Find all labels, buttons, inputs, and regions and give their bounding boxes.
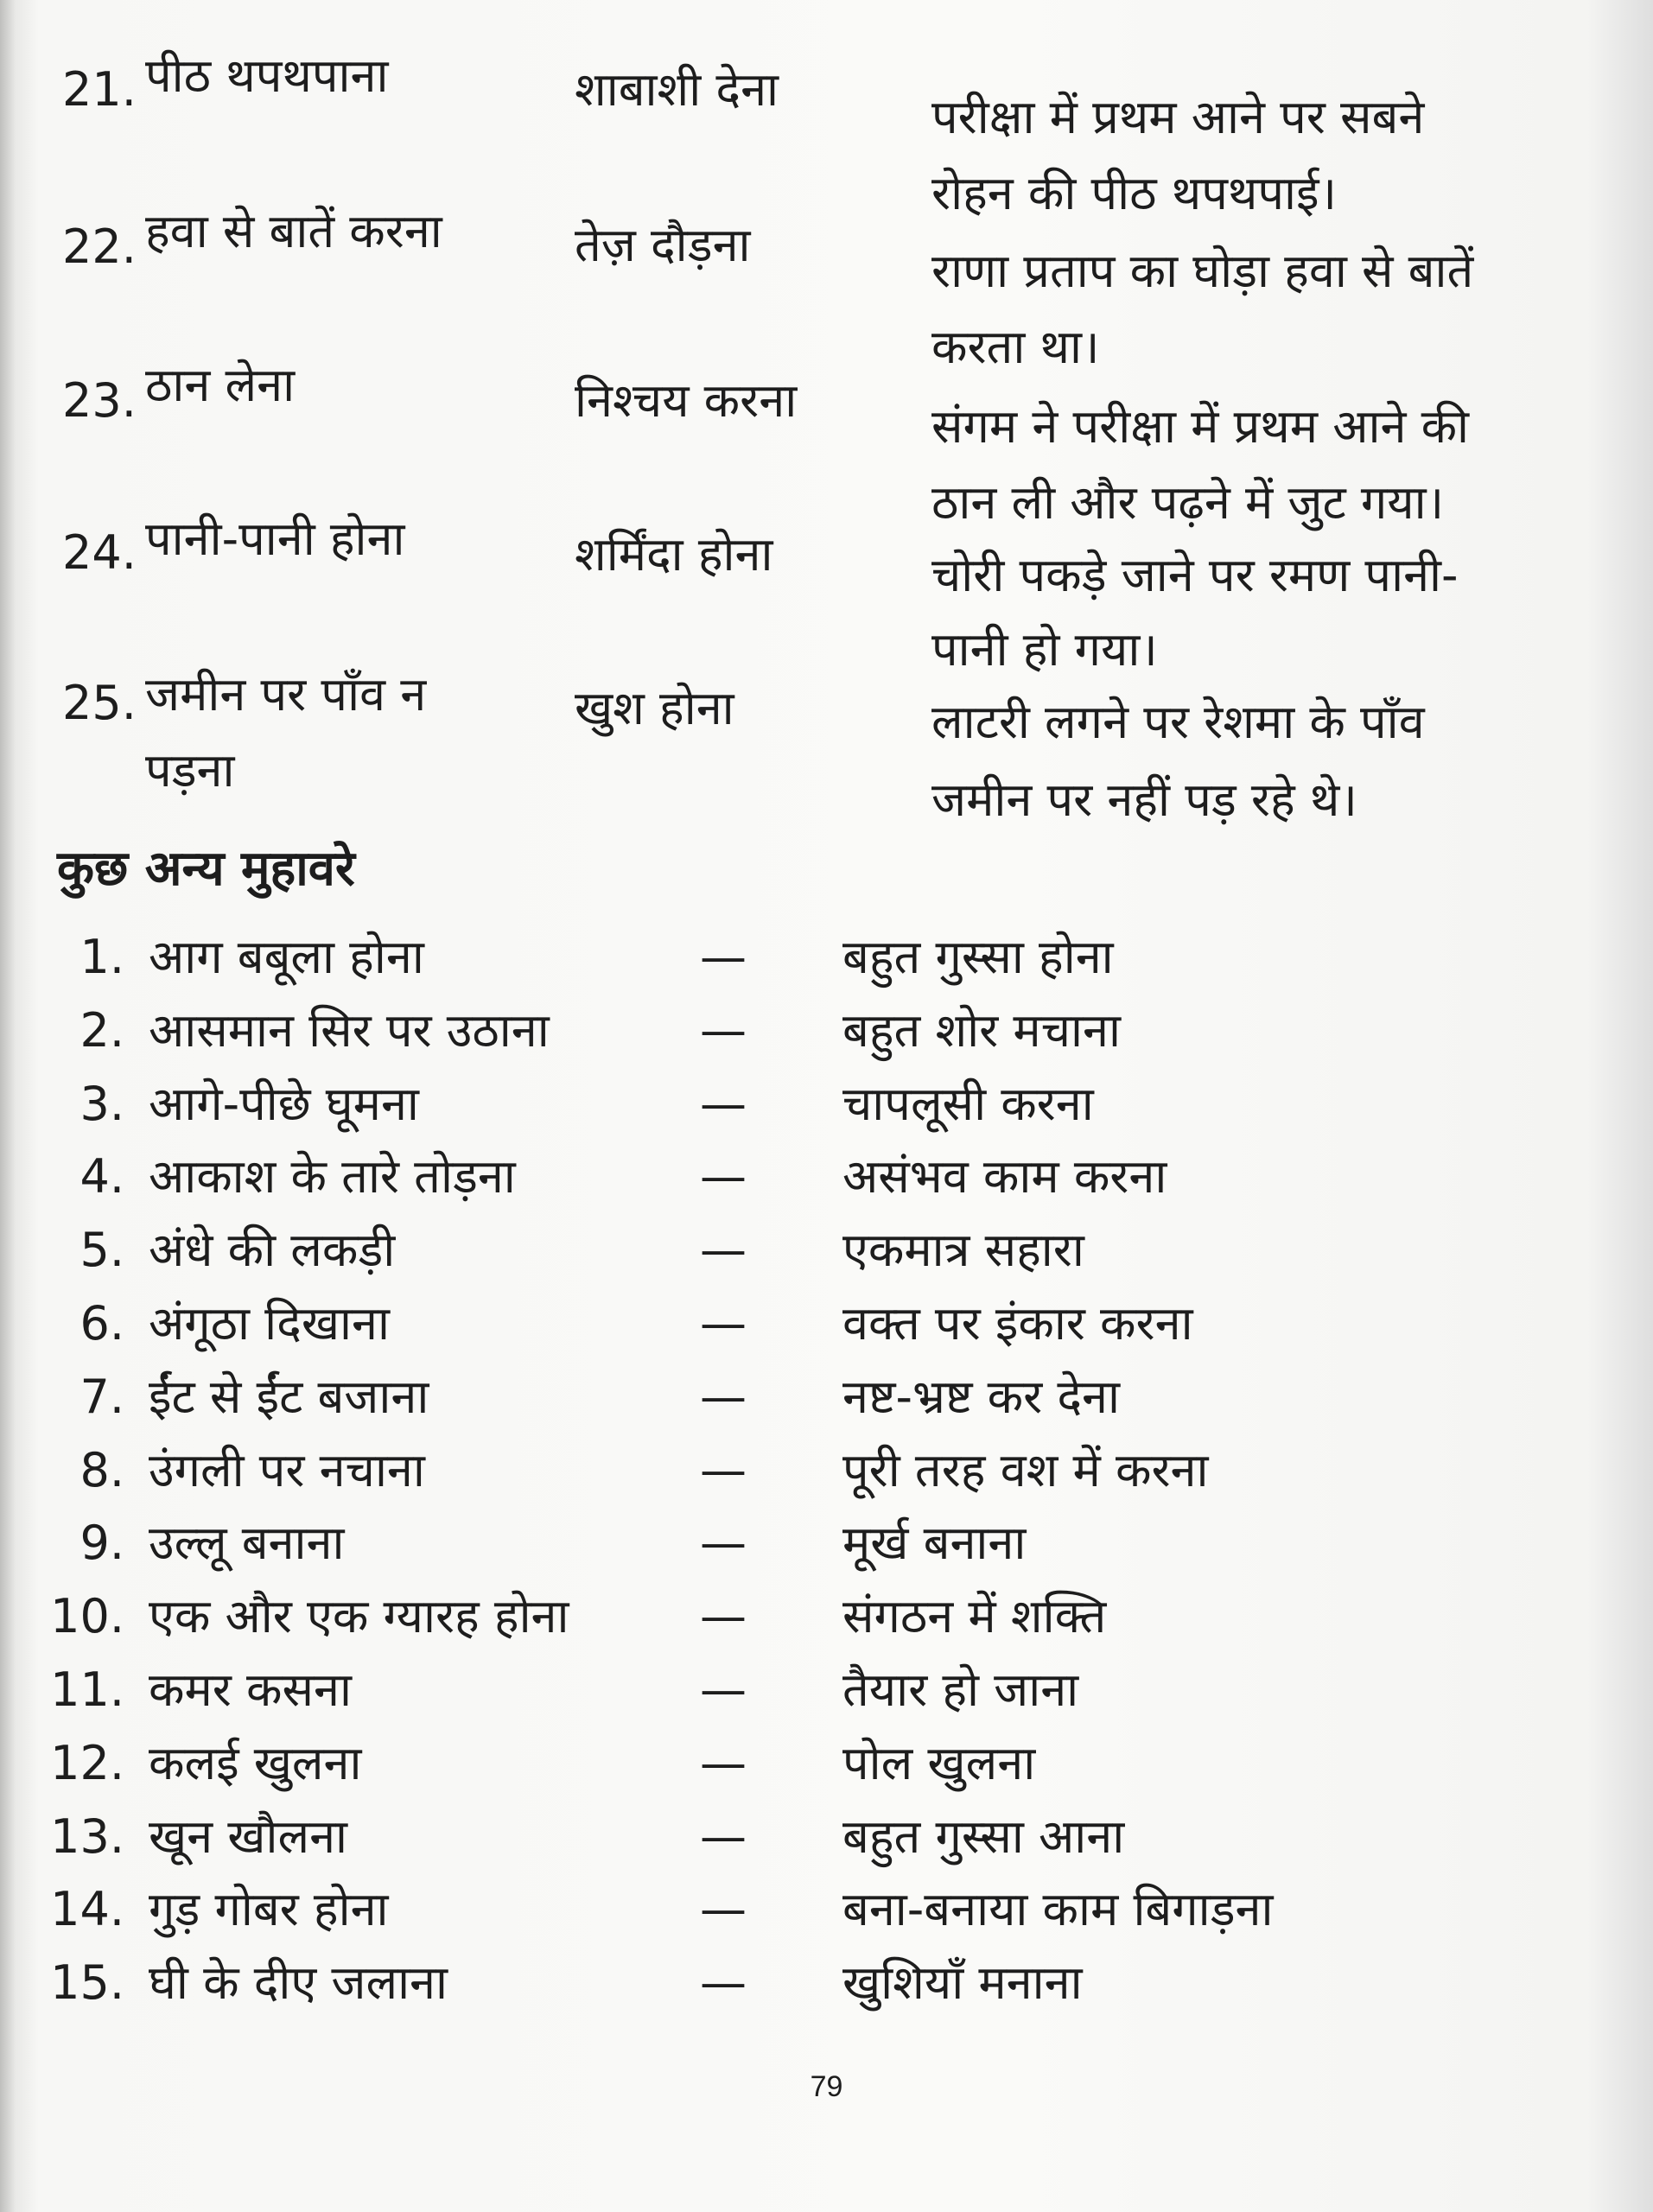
list-item — [0, 1366, 1653, 1440]
idiom-meaning: खुश होना — [575, 681, 734, 735]
list-item-number: 12. — [50, 1735, 124, 1790]
list-item-idiom: उल्लू बनाना — [149, 1516, 345, 1571]
dash-separator: — — [700, 1002, 747, 1058]
list-item-idiom: आसमान सिर पर उठाना — [149, 1002, 550, 1058]
list-item-number: 4. — [79, 1149, 124, 1205]
list-item-number: 10. — [50, 1589, 124, 1644]
list-item-idiom: ईंट से ईंट बजाना — [149, 1369, 429, 1424]
dash-separator: — — [700, 1955, 747, 2011]
idiom-example-line: चोरी पकड़े जाने पर रमण पानी- — [931, 548, 1459, 602]
idiom-text: पीठ थपथपाना — [145, 48, 389, 103]
list-item-number: 11. — [50, 1662, 124, 1717]
list-item — [0, 1219, 1653, 1293]
list-item-number: 1. — [79, 930, 124, 984]
dash-separator: — — [700, 1735, 747, 1790]
idiom-text: पानी-पानी होना — [145, 512, 405, 566]
list-item-number: 8. — [79, 1442, 124, 1497]
list-item-idiom: आगे-पीछे घूमना — [149, 1076, 419, 1131]
list-item-meaning: एकमात्र सहारा — [842, 1223, 1084, 1278]
list-item-number: 15. — [50, 1955, 124, 2011]
list-item-meaning: पूरी तरह वश में करना — [842, 1442, 1209, 1497]
list-item — [0, 1806, 1653, 1879]
idiom-example-line: पानी हो गया। — [931, 622, 1158, 677]
list-item-idiom: गुड़ गोबर होना — [149, 1882, 389, 1937]
idiom-example-line: ठान ली और पढ़ने में जुट गया। — [931, 475, 1445, 530]
list-item-number: 5. — [79, 1223, 124, 1278]
list-item-idiom: आकाश के तारे तोड़ना — [149, 1149, 516, 1205]
list-item — [0, 1952, 1653, 2025]
list-item — [0, 1293, 1653, 1366]
list-item-meaning: मूर्ख बनाना — [842, 1516, 1027, 1571]
list-item-number: 2. — [79, 1002, 124, 1058]
idiom-list — [0, 926, 1653, 2025]
list-item-meaning: संगठन में शक्ति — [842, 1589, 1107, 1644]
dash-separator: — — [700, 1589, 747, 1644]
list-item — [0, 1146, 1653, 1219]
page-number: 79 — [810, 2070, 843, 2103]
list-item-meaning: तैयार हो जाना — [842, 1662, 1079, 1717]
list-item-meaning: खुशियाँ मनाना — [842, 1955, 1083, 2011]
idiom-meaning: शाबाशी देना — [575, 62, 779, 117]
list-item — [0, 1586, 1653, 1659]
idiom-text: ठान लेना — [145, 358, 296, 412]
dash-separator: — — [700, 1295, 747, 1351]
list-item — [0, 1512, 1653, 1586]
list-item-idiom: खून खौलना — [149, 1808, 348, 1864]
list-item-number: 3. — [79, 1076, 124, 1131]
list-item-number: 7. — [79, 1369, 124, 1424]
list-item — [0, 1878, 1653, 1952]
list-item-meaning: बहुत गुस्सा होना — [842, 930, 1114, 984]
dash-separator: — — [700, 1442, 747, 1497]
idiom-example-line: राणा प्रताप का घोड़ा हवा से बातें — [931, 244, 1474, 298]
list-item-meaning: चापलूसी करना — [842, 1076, 1094, 1131]
section-heading: कुछ अन्य मुहावरे — [57, 841, 355, 897]
dash-separator: — — [700, 1149, 747, 1205]
idiom-number: 21. — [62, 62, 137, 117]
idiom-example-line: लाटरी लगने पर रेशमा के पाँव — [931, 695, 1425, 749]
list-item-meaning: बहुत गुस्सा आना — [842, 1808, 1125, 1864]
idiom-meaning: शर्मिंदा होना — [575, 527, 773, 582]
dash-separator: — — [700, 1076, 747, 1131]
list-item-meaning: बना-बनाया काम बिगाड़ना — [842, 1882, 1274, 1937]
idiom-example-line: जमीन पर नहीं पड़ रहे थे। — [931, 772, 1357, 827]
list-item-number: 14. — [50, 1882, 124, 1937]
idiom-example-line: करता था। — [931, 320, 1100, 374]
list-item-meaning: नष्ट-भ्रष्ट कर देना — [842, 1369, 1121, 1424]
idiom-example-line: रोहन की पीठ थपथपाई। — [931, 166, 1338, 220]
list-item-idiom: कमर कसना — [149, 1662, 352, 1717]
list-item-meaning: वक्त पर इंकार करना — [842, 1295, 1193, 1351]
idiom-meaning: निश्चय करना — [575, 373, 798, 428]
list-item-idiom: घी के दीए जलाना — [149, 1955, 448, 2011]
list-item-idiom: अंधे की लकड़ी — [149, 1223, 396, 1278]
dash-separator: — — [700, 1369, 747, 1424]
dash-separator: — — [700, 1516, 747, 1571]
dash-separator: — — [700, 1808, 747, 1864]
dash-separator: — — [700, 930, 747, 984]
dash-separator: — — [700, 1882, 747, 1937]
idiom-example-line: संगम ने परीक्षा में प्रथम आने की — [931, 399, 1470, 454]
list-item — [0, 926, 1653, 1000]
list-item-number: 9. — [79, 1516, 124, 1571]
list-item — [0, 1000, 1653, 1073]
list-item — [0, 1659, 1653, 1732]
idiom-text: जमीन पर पाँव न — [145, 667, 427, 721]
dash-separator: — — [700, 1223, 747, 1278]
list-item-idiom: कलई खुलना — [149, 1735, 362, 1790]
list-item — [0, 1732, 1653, 1806]
dash-separator: — — [700, 1662, 747, 1717]
idiom-meaning: तेज़ दौड़ना — [575, 218, 751, 272]
idiom-number: 24. — [62, 525, 137, 580]
list-item-meaning: असंभव काम करना — [842, 1149, 1167, 1205]
list-item-idiom: आग बबूला होना — [149, 930, 424, 984]
list-item-number: 13. — [50, 1808, 124, 1864]
idiom-number: 25. — [62, 676, 137, 730]
idiom-text: पड़ना — [145, 743, 235, 798]
idiom-number: 22. — [62, 219, 137, 274]
list-item-idiom: एक और एक ग्यारह होना — [149, 1589, 569, 1644]
list-item-idiom: उंगली पर नचाना — [149, 1442, 425, 1497]
list-item — [0, 1440, 1653, 1513]
list-item — [0, 1073, 1653, 1147]
idiom-number: 23. — [62, 373, 137, 428]
list-item-meaning: बहुत शोर मचाना — [842, 1002, 1121, 1058]
list-item-meaning: पोल खुलना — [842, 1735, 1036, 1790]
idiom-text: हवा से बातें करना — [145, 204, 442, 258]
list-item-idiom: अंगूठा दिखाना — [149, 1295, 390, 1351]
idiom-example-line: परीक्षा में प्रथम आने पर सबने — [931, 90, 1425, 144]
list-item-number: 6. — [79, 1295, 124, 1351]
